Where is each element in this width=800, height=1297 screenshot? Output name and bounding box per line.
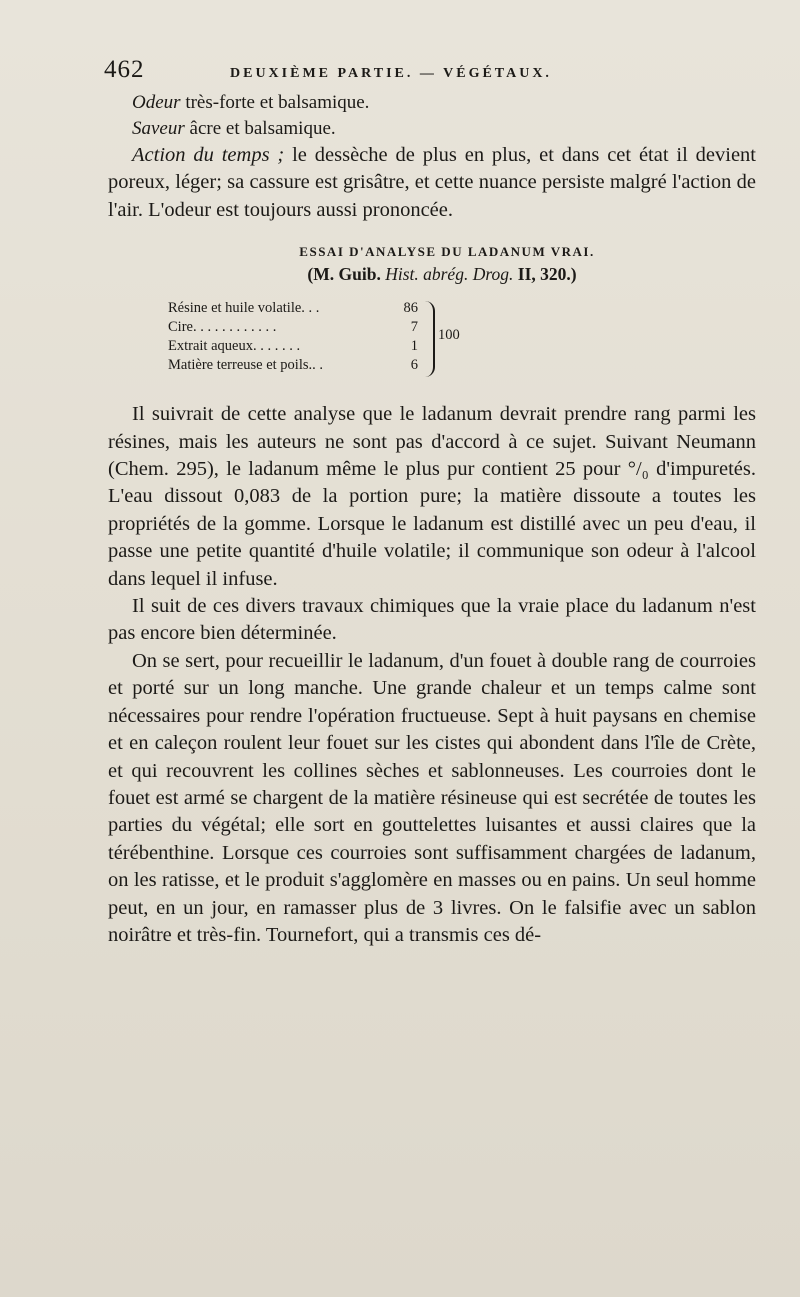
- brace: [423, 301, 435, 377]
- analysis-row: [168, 318, 528, 337]
- analysis-value: 6: [410, 357, 418, 374]
- running-head: DEUXIÈME PARTIE. — VÉGÉTAUX.: [230, 66, 552, 81]
- analysis-value: 7: [410, 319, 418, 336]
- property-label: Action du temps ;: [132, 144, 285, 166]
- paragraph: Il suit de ces divers travaux chimiques que la vraie place du ladanum n'est pas encore bien déterminée.: [108, 595, 756, 645]
- property-action-du-temps: [108, 142, 756, 224]
- analysis-total: 100: [438, 327, 460, 344]
- property-odeur: [108, 90, 756, 116]
- paragraph: On se sert, pour recueillir le ladanum, d'un fouet à double rang de courroies et porté sur un long manche. Une grande chaleur et un temps calme sont nécessaires pour rendre l'opération fructueuse. Sept à huit paysans en chemise et en caleçon roulent leur fouet sur les cistes qui abondent dans l'île de Crète, et qui recouvrent les collines sèches et sablonneuses. Les courroies dont le fouet est armé se chargent de la matière résineuse qui est secrétée de toutes les parties du végétal; elle sort en gouttelettes luisantes et aussi claires que la térébenthine. Lorsque ces courroies sont suffisamment chargées de ladanum, on les ratisse, et le produit s'agglomère en masses ou en pains. Un seul homme peut, en un jour, en ramasser plus de 3 livres. On le falsifie avec un sablon noirâtre et très-fin. Tournefort, qui a transmis ces dé-: [108, 649, 756, 946]
- property-saveur: [108, 116, 756, 142]
- analysis-label: Résine et huile volatile. . .: [168, 300, 320, 317]
- property-label: Saveur: [132, 118, 185, 139]
- analysis-label: Matière terreuse et poils.. .: [168, 357, 324, 374]
- analysis-row: [168, 337, 528, 356]
- analysis-table: [168, 299, 528, 381]
- analysis-value: 86: [403, 300, 418, 317]
- analysis-label: Extrait aqueux. . . . . . .: [168, 338, 301, 355]
- analysis-value: 1: [410, 338, 418, 355]
- essay-source: (M. Guib. Hist. abrég. Drog. II, 320.): [307, 264, 577, 285]
- essay-title: ESSAI D'ANALYSE DU LADANUM VRAI.: [299, 244, 595, 260]
- page-number: 462: [104, 56, 145, 83]
- property-text: âcre et balsamique.: [184, 118, 336, 139]
- analysis-row: [168, 356, 528, 375]
- property-label: Odeur: [132, 92, 181, 113]
- paragraph: Il suivrait de cette analyse que le ladanum devrait prendre rang parmi les résines, mais les auteurs ne sont pas d'accord à ce sujet. Suivant Neumann (Chem. 295), le ladanum même le plus pur contient 25 pour °/₀ d'impuretés. L'eau dissout 0,083 de la portion pure; la matière dissoute a toutes les propriétés de la gomme. Lorsque le ladanum est distillé avec un peu d'eau, il passe une petite quantité d'huile volatile; il communique son odeur à l'alcool dans lequel il infuse.: [108, 403, 756, 590]
- page-header: [104, 56, 758, 90]
- essay-source-title: Hist. abrég. Drog.: [385, 264, 514, 285]
- property-text: très-forte et balsamique.: [180, 92, 370, 113]
- analysis-label: Cire. . . . . . . . . . . .: [168, 319, 277, 336]
- property-text: le dessèche de plus en plus, et dans cet état il devient poreux, léger; sa cassure est grisâtre, et cette nuance persiste malgré l'action de l'air. L'odeur est toujours aussi prononcée.: [108, 144, 756, 221]
- analysis-row: [168, 299, 528, 318]
